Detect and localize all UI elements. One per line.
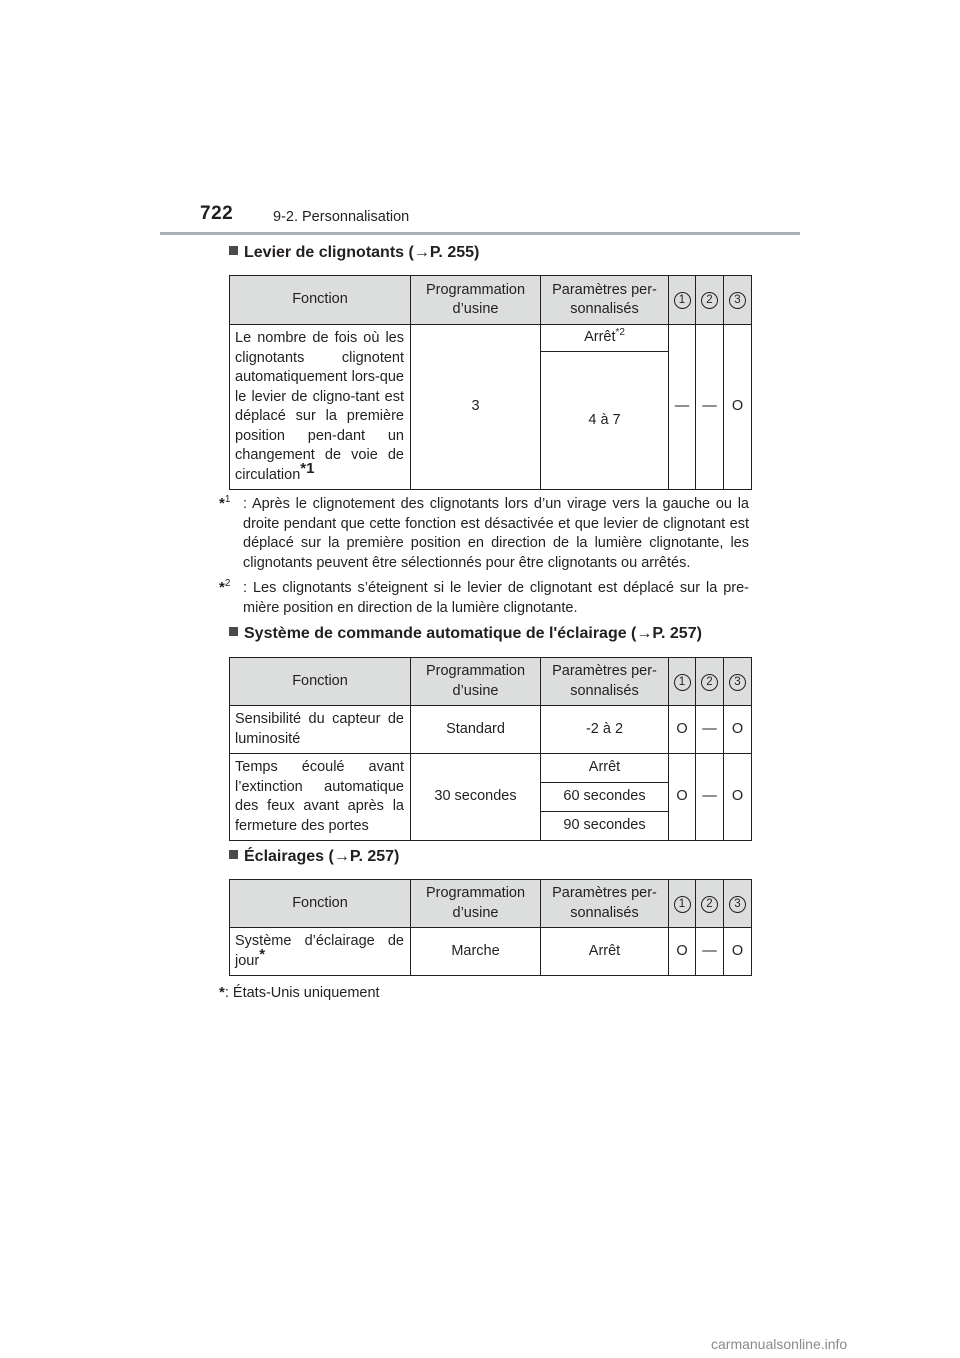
header-function: Fonction [230, 276, 411, 325]
footnote-3: *: États-Unis uniquement [219, 984, 380, 1001]
circled-2-icon: 2 [701, 674, 718, 691]
cell-factory: 3 [411, 325, 541, 490]
cell-custom: 4 à 7 [541, 352, 669, 490]
cell-c2: — [696, 325, 724, 490]
cell-c3: O [724, 754, 752, 841]
cell-function: Système d’éclairage de jour* [230, 928, 411, 976]
cell-factory: 30 secondes [411, 754, 541, 841]
bullet-square-icon [229, 627, 238, 636]
arrow-right-icon: → [413, 244, 430, 261]
cell-custom: Arrêt [541, 928, 669, 976]
footnote-2: *$^2$ : Les clignotants s’éteignent si le levier de clignotant est déplacé sur la pre-mière position en direction de la lumière clignotante. [219, 578, 749, 616]
cell-custom: 60 secondes [541, 783, 669, 812]
section-title-turn-signal: Levier de clignotants (→P. 255) [229, 244, 479, 262]
watermark: carmanualsonline.info [711, 1336, 848, 1352]
footnote-mark: * [259, 945, 266, 963]
circled-1-icon: 1 [674, 292, 691, 309]
circled-3-icon: 3 [729, 674, 746, 691]
section-title-lighting: Éclairages (→P. 257) [229, 848, 399, 866]
cell-c3: O [724, 325, 752, 490]
cell-c3: O [724, 706, 752, 754]
table-header-row [230, 880, 752, 928]
page-reference-link[interactable]: P. 257) [652, 625, 702, 642]
table-row [230, 754, 752, 783]
cell-custom: Arrêt [541, 754, 669, 783]
arrow-right-icon: → [636, 625, 653, 642]
page-number: 722 [200, 203, 234, 224]
header-rule [160, 232, 800, 235]
circled-1-icon: 1 [674, 674, 691, 691]
cell-c1: — [669, 325, 696, 490]
bullet-square-icon [229, 246, 238, 255]
table-row [230, 706, 752, 754]
circled-2-icon: 2 [701, 292, 718, 309]
table-auto-lighting [229, 657, 752, 841]
cell-function: Temps écoulé avant l’extinction automatique des feux avant après la fermeture des portes [230, 754, 411, 841]
cell-c1: O [669, 754, 696, 841]
cell-custom: Arrêt$^{*2}$ [541, 325, 669, 352]
circled-1-icon: 1 [674, 896, 691, 913]
table-row [230, 928, 752, 976]
cell-c1: O [669, 928, 696, 976]
cell-factory: Standard [411, 706, 541, 754]
header-custom: Paramètres per-sonnalisés [541, 276, 669, 325]
bullet-square-icon [229, 850, 238, 859]
cell-custom: -2 à 2 [541, 706, 669, 754]
circled-3-icon: 3 [729, 292, 746, 309]
header-factory: Programmation d’usine [411, 658, 541, 706]
header-custom: Paramètres per-sonnalisés [541, 880, 669, 928]
cell-c2: — [696, 928, 724, 976]
header-factory: Programmation d’usine [411, 880, 541, 928]
table-turn-signal [229, 275, 752, 490]
table-lighting [229, 879, 752, 976]
circled-3-icon: 3 [729, 896, 746, 913]
cell-c2: — [696, 706, 724, 754]
cell-function: Le nombre de fois où les clignotants clignotent automatiquement lors-que le levier de cligno-tant est déplacé sur la première position pen-dant un changement de voie de circulation$^{*1}$ [230, 325, 411, 490]
table-row [230, 325, 752, 352]
cell-custom: 90 secondes [541, 812, 669, 841]
chapter-title: 9-2. Personnalisation [273, 209, 410, 225]
page-reference-link[interactable]: P. 257) [349, 848, 400, 865]
header-custom: Paramètres per-sonnalisés [541, 658, 669, 706]
cell-c2: — [696, 754, 724, 841]
cell-c3: O [724, 928, 752, 976]
cell-factory: Marche [411, 928, 541, 976]
cell-c1: O [669, 706, 696, 754]
footnote-mark: *1 [300, 459, 315, 477]
footnote-1: *$^1$ : Après le clignotement des clignotants lors d’un virage vers la gauche ou la droite pendant que cette fonction est désactivée et que levier de clignotant est déplacé sur la première position en direction de la lumière clignotante, les clignotants peuvent être sélectionnés pour être clignotants ou arrêtés. [219, 494, 749, 571]
section-title-auto-lighting: Système de commande automatique de l'éclairage (→P. 257) [229, 625, 702, 643]
footnote-mark: *2 [615, 327, 625, 339]
cell-function: Sensibilité du capteur de luminosité [230, 706, 411, 754]
arrow-right-icon: → [333, 848, 350, 865]
header-function: Fonction [230, 658, 411, 706]
page-reference-link[interactable]: P. 255) [429, 244, 480, 261]
table-header-row [230, 658, 752, 706]
header-function: Fonction [230, 880, 411, 928]
table-header-row [230, 276, 752, 325]
header-factory: Programmation d’usine [411, 276, 541, 325]
circled-2-icon: 2 [701, 896, 718, 913]
